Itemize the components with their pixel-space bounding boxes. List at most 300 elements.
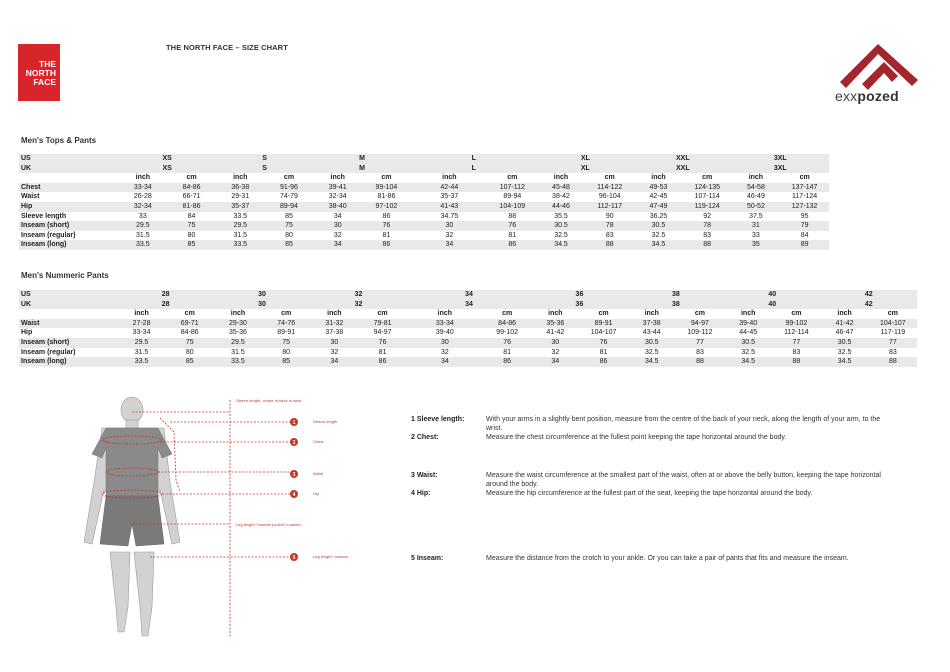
- value-cm: 86: [382, 212, 391, 220]
- value-inch: 30.5: [634, 221, 683, 231]
- value-cm: 104-107: [869, 319, 917, 329]
- value-inch: 32: [440, 348, 449, 356]
- value-inch: 32-34: [328, 193, 347, 201]
- value-cm: 85: [262, 357, 310, 367]
- row-label: Inseam (long): [19, 357, 117, 367]
- value-inch: 35.5: [554, 212, 568, 220]
- value-inch: 30: [407, 338, 483, 348]
- value-inch: 33-34: [132, 329, 151, 337]
- value-inch: 38-42: [552, 193, 570, 201]
- value-cm: 94-97: [373, 329, 392, 337]
- value-cm: 86: [488, 240, 537, 250]
- value-inch: 26-28: [133, 193, 152, 201]
- value-inch: 32.5: [554, 231, 568, 239]
- value-inch: 31.5: [233, 231, 248, 239]
- value-cm: 88: [683, 240, 732, 250]
- numeric-pants-title: Men's Nummeric Pants: [21, 271, 109, 280]
- unit-cm: cm: [281, 310, 292, 318]
- callout-num-1: 1: [292, 420, 296, 426]
- value-inch: 41-42: [821, 319, 869, 329]
- row-label: Chest: [19, 183, 118, 193]
- value-inch: 34: [411, 240, 488, 250]
- size-us-row: [19, 154, 829, 164]
- value-cm: 91-96: [265, 183, 314, 193]
- value-cm: 107-112: [488, 183, 537, 193]
- unit-cm: cm: [702, 174, 713, 182]
- value-inch: 30: [313, 221, 362, 231]
- tops-pants-title: Men's Tops & Pants: [21, 136, 97, 145]
- size-header: S: [216, 164, 313, 174]
- value-inch: 32.5: [741, 348, 755, 356]
- size-header: 40: [724, 290, 820, 300]
- row-label: Sleeve length: [21, 212, 67, 220]
- size-header: XS: [118, 154, 215, 164]
- table-row: [19, 231, 829, 241]
- size-header: XXL: [634, 154, 731, 164]
- callout-num-5: 5: [292, 555, 296, 561]
- value-cm: 78: [585, 221, 634, 231]
- table-row: [19, 240, 829, 250]
- row-label: Inseam (regular): [21, 231, 76, 239]
- value-cm: 89-91: [579, 319, 627, 329]
- value-inch: 34.75: [440, 212, 459, 220]
- row-label: Inseam (long): [19, 240, 118, 250]
- size-header: 3XL: [732, 164, 829, 174]
- value-inch: 41-43: [411, 202, 488, 212]
- row-label: [19, 309, 117, 319]
- value-inch: 34.5: [537, 240, 586, 250]
- value-inch: 34.5: [634, 240, 683, 250]
- logo-line-3: FACE: [33, 77, 56, 87]
- value-cm: 85: [166, 357, 214, 367]
- value-cm: 137-147: [780, 183, 829, 193]
- size-header: M: [313, 164, 410, 174]
- value-inch: 50-52: [732, 202, 781, 212]
- tops-pants-table: [19, 154, 829, 250]
- value-cm: 77: [772, 338, 820, 348]
- callout-text-1: Sleeve length: [313, 419, 338, 424]
- unit-cm: cm: [507, 174, 518, 182]
- value-inch: 30: [411, 221, 488, 231]
- table-row: [19, 319, 917, 329]
- instruction-desc: Measure the waist circumference at the smallest part of the waist, often at or above the belly button, keeping the tape horizontal around the body.: [486, 472, 881, 488]
- value-cm: 84-86: [167, 183, 216, 193]
- value-cm: 77: [676, 338, 724, 348]
- value-inch: 31.5: [136, 231, 150, 239]
- value-cm: 86: [483, 357, 531, 367]
- value-cm: 94-97: [676, 319, 724, 329]
- table-row: [19, 183, 829, 193]
- value-inch: 29-31: [231, 193, 250, 201]
- table-row: [19, 192, 829, 202]
- row-label: Inseam (regular): [21, 348, 76, 356]
- unit-cm: cm: [604, 174, 615, 182]
- callout-text-3: Waist: [313, 471, 323, 476]
- instruction-term: 2 Chest:: [411, 434, 439, 441]
- value-inch: 38-40: [313, 202, 362, 212]
- value-inch: 32.5: [644, 348, 659, 356]
- table-row: [19, 328, 917, 338]
- value-inch: 35-37: [216, 202, 265, 212]
- brand-suffix: pozed: [857, 88, 899, 104]
- value-cm: 89-94: [503, 193, 522, 201]
- unit-cm: cm: [184, 310, 195, 318]
- unit-cm: cm: [887, 310, 898, 318]
- value-cm: 86: [362, 240, 411, 250]
- size-uk-row: [19, 300, 917, 310]
- unit-cm: cm: [377, 310, 388, 318]
- value-cm: 76: [362, 221, 411, 231]
- value-inch: 31-32: [310, 319, 358, 329]
- value-inch: 29.5: [117, 338, 165, 348]
- row-label: Inseam (short): [19, 221, 118, 231]
- value-inch: 30.5: [821, 338, 869, 348]
- value-cm: 89-91: [277, 329, 296, 337]
- north-face-logo: [18, 44, 60, 101]
- size-uk-row: [19, 164, 829, 174]
- size-header: 30: [214, 290, 310, 300]
- unit-inch: inch: [437, 310, 453, 318]
- value-cm: 81: [378, 348, 387, 356]
- value-inch: 31.5: [134, 348, 149, 356]
- size-header: L: [411, 154, 537, 164]
- value-inch: 37-38: [628, 319, 676, 329]
- value-cm: 81: [503, 348, 512, 356]
- value-inch: 37-38: [325, 329, 344, 337]
- value-inch: 35: [732, 240, 781, 250]
- size-header: 34: [407, 290, 532, 300]
- value-cm: 83: [703, 231, 712, 239]
- unit-cm: cm: [694, 310, 706, 318]
- row-label: US: [19, 154, 118, 164]
- value-cm: 79-81: [358, 319, 406, 329]
- value-inch: 35-36: [531, 319, 579, 329]
- unit-row: [19, 309, 917, 319]
- value-inch: 49-53: [634, 183, 683, 193]
- instruction-term: 1 Sleeve length:: [411, 416, 465, 423]
- size-header: 32: [310, 290, 406, 300]
- value-cm: 88: [508, 212, 517, 220]
- value-cm: 99-102: [772, 319, 820, 329]
- value-inch: 34: [313, 240, 362, 250]
- size-header: 36: [531, 300, 627, 310]
- unit-inch: inch: [327, 310, 342, 318]
- value-cm: 99-104: [362, 183, 411, 193]
- value-cm: 86: [358, 357, 406, 367]
- row-label: UK: [19, 300, 117, 310]
- value-inch: 54-58: [732, 183, 781, 193]
- value-inch: 29-30: [214, 319, 262, 329]
- size-header: 34: [407, 300, 532, 310]
- value-cm: 74-79: [280, 193, 298, 201]
- callout-num-4: 4: [292, 492, 296, 498]
- value-cm: 81-86: [167, 202, 216, 212]
- value-inch: 34.5: [628, 357, 676, 367]
- value-cm: 75: [265, 221, 314, 231]
- value-cm: 66-71: [182, 193, 201, 201]
- top-label: Sleeve length: centre of neck to wrist: [236, 398, 302, 403]
- value-cm: 84-86: [180, 329, 199, 337]
- value-cm: 76: [358, 338, 406, 348]
- size-header: 38: [628, 300, 724, 310]
- value-inch: 32.5: [837, 348, 852, 356]
- value-cm: 77: [869, 338, 917, 348]
- value-inch: 34: [531, 357, 579, 367]
- row-label: US: [19, 290, 117, 300]
- shorts: [100, 496, 164, 546]
- size-header: 42: [821, 290, 918, 300]
- value-cm: 84: [800, 231, 809, 239]
- value-cm: 75: [262, 338, 310, 348]
- value-cm: 88: [772, 357, 820, 367]
- value-cm: 119-124: [683, 202, 732, 212]
- size-header: XS: [118, 164, 215, 174]
- page-title: THE NORTH FACE – SIZE CHART: [166, 43, 288, 52]
- value-cm: 83: [605, 231, 614, 239]
- unit-inch: inch: [330, 174, 345, 182]
- value-inch: 33.5: [233, 212, 248, 220]
- value-cm: 81: [508, 231, 517, 239]
- size-header: 28: [117, 300, 213, 310]
- instruction-desc: With your arms in a slightly bent position, measure from the centre of the back of your neck, along the length of your arm, to the wrist.: [486, 416, 881, 432]
- value-inch: 31: [732, 221, 781, 231]
- value-cm: 90: [605, 212, 614, 220]
- value-cm: 88: [869, 357, 917, 367]
- size-header: XL: [537, 154, 634, 164]
- value-inch: 34.5: [724, 357, 772, 367]
- size-header: 38: [628, 290, 724, 300]
- row-label: Inseam (short): [19, 338, 117, 348]
- table-row: [19, 221, 829, 231]
- value-cm: 75: [166, 338, 214, 348]
- value-inch: 43-44: [642, 329, 661, 337]
- value-cm: 84-86: [483, 319, 531, 329]
- row-label: Hip: [19, 202, 118, 212]
- unit-inch: inch: [740, 310, 756, 318]
- unit-inch: inch: [134, 310, 149, 318]
- value-inch: 34: [333, 212, 342, 220]
- leg-label: Leg length / inseam (crotch to ankle): [236, 522, 301, 527]
- unit-inch: inch: [233, 174, 248, 182]
- table-row: [19, 212, 829, 222]
- value-cm: 81: [599, 348, 608, 356]
- table-row: [19, 348, 917, 358]
- value-inch: 37.5: [749, 212, 763, 220]
- unit-row: [19, 173, 829, 183]
- value-inch: 30.5: [628, 338, 676, 348]
- value-inch: 33.5: [214, 357, 262, 367]
- unit-cm: cm: [799, 174, 810, 182]
- value-inch: 36-38: [216, 183, 265, 193]
- row-label: UK: [19, 164, 118, 174]
- size-header: 32: [310, 300, 406, 310]
- value-cm: 127-132: [780, 202, 829, 212]
- value-inch: 30: [531, 338, 579, 348]
- unit-cm: cm: [186, 174, 197, 182]
- value-cm: 78: [683, 221, 732, 231]
- value-cm: 84: [187, 212, 196, 220]
- instruction-term: 3 Waist:: [411, 472, 438, 479]
- instruction-desc: Measure the hip circumference at the fullest part of the seat, keeping the tape horizontal around the body.: [486, 490, 813, 497]
- instruction-desc: Measure the distance from the crotch to your ankle. Or you can take a pair of pants that fits and measure the inseam.: [486, 555, 849, 562]
- numeric-pants-table: [19, 290, 917, 367]
- value-cm: 83: [792, 348, 801, 356]
- value-inch: 46-49: [746, 193, 765, 201]
- value-cm: 81-86: [377, 193, 396, 201]
- value-cm: 76: [579, 338, 627, 348]
- measurement-figure: [20, 392, 380, 642]
- value-inch: 47-49: [634, 202, 683, 212]
- value-cm: 80: [285, 231, 293, 239]
- value-inch: 32-34: [118, 202, 167, 212]
- value-inch: 34: [310, 357, 358, 367]
- value-inch: 32: [330, 348, 339, 356]
- value-cm: 107-114: [694, 193, 720, 201]
- size-header: XXL: [634, 164, 731, 174]
- value-inch: 30.5: [724, 338, 772, 348]
- size-header: 36: [531, 290, 627, 300]
- unit-inch: inch: [230, 310, 246, 318]
- value-inch: 44-46: [537, 202, 586, 212]
- value-cm: 69-71: [166, 319, 214, 329]
- size-us-row: [19, 290, 917, 300]
- value-cm: 95: [800, 212, 809, 220]
- size-header: L: [411, 164, 537, 174]
- value-inch: 35-37: [440, 193, 459, 201]
- row-label: Waist: [21, 193, 40, 201]
- brand-prefix: exx: [835, 88, 858, 104]
- unit-inch: inch: [442, 174, 457, 182]
- value-cm: 89: [780, 240, 829, 250]
- unit-inch: inch: [548, 310, 563, 318]
- value-cm: 80: [185, 348, 194, 356]
- exxpozed-wordmark: [835, 88, 899, 104]
- instruction-term: 4 Hip:: [411, 490, 431, 497]
- value-inch: 46-47: [835, 329, 854, 337]
- row-label: [19, 173, 118, 183]
- table-row: [19, 202, 829, 212]
- value-inch: 32: [333, 231, 342, 239]
- value-inch: 27-28: [117, 319, 165, 329]
- callout-num-3: 3: [292, 472, 296, 478]
- value-cm: 88: [585, 240, 634, 250]
- unit-inch: inch: [651, 174, 666, 182]
- value-cm: 96-104: [598, 193, 621, 201]
- size-header: 40: [724, 300, 820, 310]
- value-inch: 42-44: [411, 183, 488, 193]
- unit-cm: cm: [283, 174, 295, 182]
- value-cm: 99-102: [496, 329, 519, 337]
- logo-line-1: THE: [39, 59, 56, 69]
- table-row: [19, 338, 917, 348]
- value-inch: 33: [751, 231, 760, 239]
- unit-inch: inch: [748, 174, 764, 182]
- unit-cm: cm: [381, 174, 392, 182]
- callout-text-4: Hip: [313, 491, 320, 496]
- unit-cm: cm: [502, 310, 513, 318]
- value-cm: 117-119: [880, 329, 906, 337]
- unit-inch: inch: [644, 310, 659, 318]
- value-cm: 76: [488, 221, 537, 231]
- logo-line-2: NORTH: [25, 68, 56, 78]
- value-inch: 30: [310, 338, 358, 348]
- callout-text-2: Chest: [313, 439, 324, 444]
- value-cm: 97-102: [362, 202, 411, 212]
- value-cm: 112-117: [585, 202, 634, 212]
- value-inch: 32: [445, 231, 454, 239]
- value-cm: 89-94: [265, 202, 314, 212]
- instruction-term: 5 Inseam:: [411, 555, 444, 562]
- value-inch: 39-40: [724, 319, 772, 329]
- value-inch: 29.5: [216, 221, 265, 231]
- value-inch: 42-45: [649, 193, 668, 201]
- value-cm: 104-107: [590, 329, 617, 337]
- value-cm: 112-114: [784, 329, 809, 337]
- value-inch: 31.5: [231, 348, 245, 356]
- unit-inch: inch: [553, 174, 569, 182]
- value-cm: 104-109: [488, 202, 537, 212]
- value-cm: 114-122: [585, 183, 634, 193]
- value-cm: 86: [579, 357, 627, 367]
- value-inch: 33-34: [407, 319, 483, 329]
- value-inch: 39-41: [313, 183, 362, 193]
- size-header: 42: [821, 300, 918, 310]
- value-inch: 32.5: [651, 231, 666, 239]
- value-inch: 33.5: [118, 240, 167, 250]
- unit-cm: cm: [598, 310, 609, 318]
- unit-inch: inch: [135, 174, 151, 182]
- value-inch: 41-42: [546, 329, 565, 337]
- value-cm: 83: [696, 348, 704, 356]
- value-inch: 34: [407, 357, 483, 367]
- callout-text-5: Leg length / inseam: [313, 554, 348, 559]
- row-label: Waist: [19, 319, 117, 329]
- value-cm: 124-135: [683, 183, 732, 193]
- value-cm: 81: [382, 231, 391, 239]
- size-header: S: [216, 154, 313, 164]
- value-inch: 34.5: [821, 357, 869, 367]
- value-inch: 35-36: [228, 329, 247, 337]
- value-inch: 45-48: [537, 183, 586, 193]
- instruction-desc: Measure the chest circumference at the fullest point keeping the tape horizontal around the body.: [486, 434, 787, 441]
- value-cm: 75: [167, 221, 216, 231]
- value-inch: 32: [551, 348, 560, 356]
- value-cm: 74-76: [262, 319, 310, 329]
- value-cm: 117-124: [792, 193, 818, 201]
- value-inch: 33-34: [118, 183, 167, 193]
- value-cm: 85: [265, 240, 314, 250]
- table-row: [19, 357, 917, 367]
- size-header: 3XL: [732, 154, 829, 164]
- value-cm: 85: [285, 212, 293, 220]
- unit-inch: inch: [837, 310, 852, 318]
- unit-cm: cm: [791, 310, 802, 318]
- size-header: 28: [117, 290, 213, 300]
- size-header: XL: [537, 164, 634, 174]
- value-cm: 109-112: [687, 329, 713, 337]
- value-inch: 33.5: [117, 357, 165, 367]
- size-header: 30: [214, 300, 310, 310]
- value-cm: 85: [167, 240, 216, 250]
- value-inch: 33: [138, 212, 147, 220]
- value-inch: 44-45: [739, 329, 758, 337]
- value-cm: 80: [187, 231, 196, 239]
- value-inch: 30.5: [537, 221, 586, 231]
- value-inch: 29.5: [118, 221, 167, 231]
- value-cm: 76: [483, 338, 531, 348]
- row-label: Hip: [21, 329, 33, 337]
- value-inch: 33.5: [216, 240, 265, 250]
